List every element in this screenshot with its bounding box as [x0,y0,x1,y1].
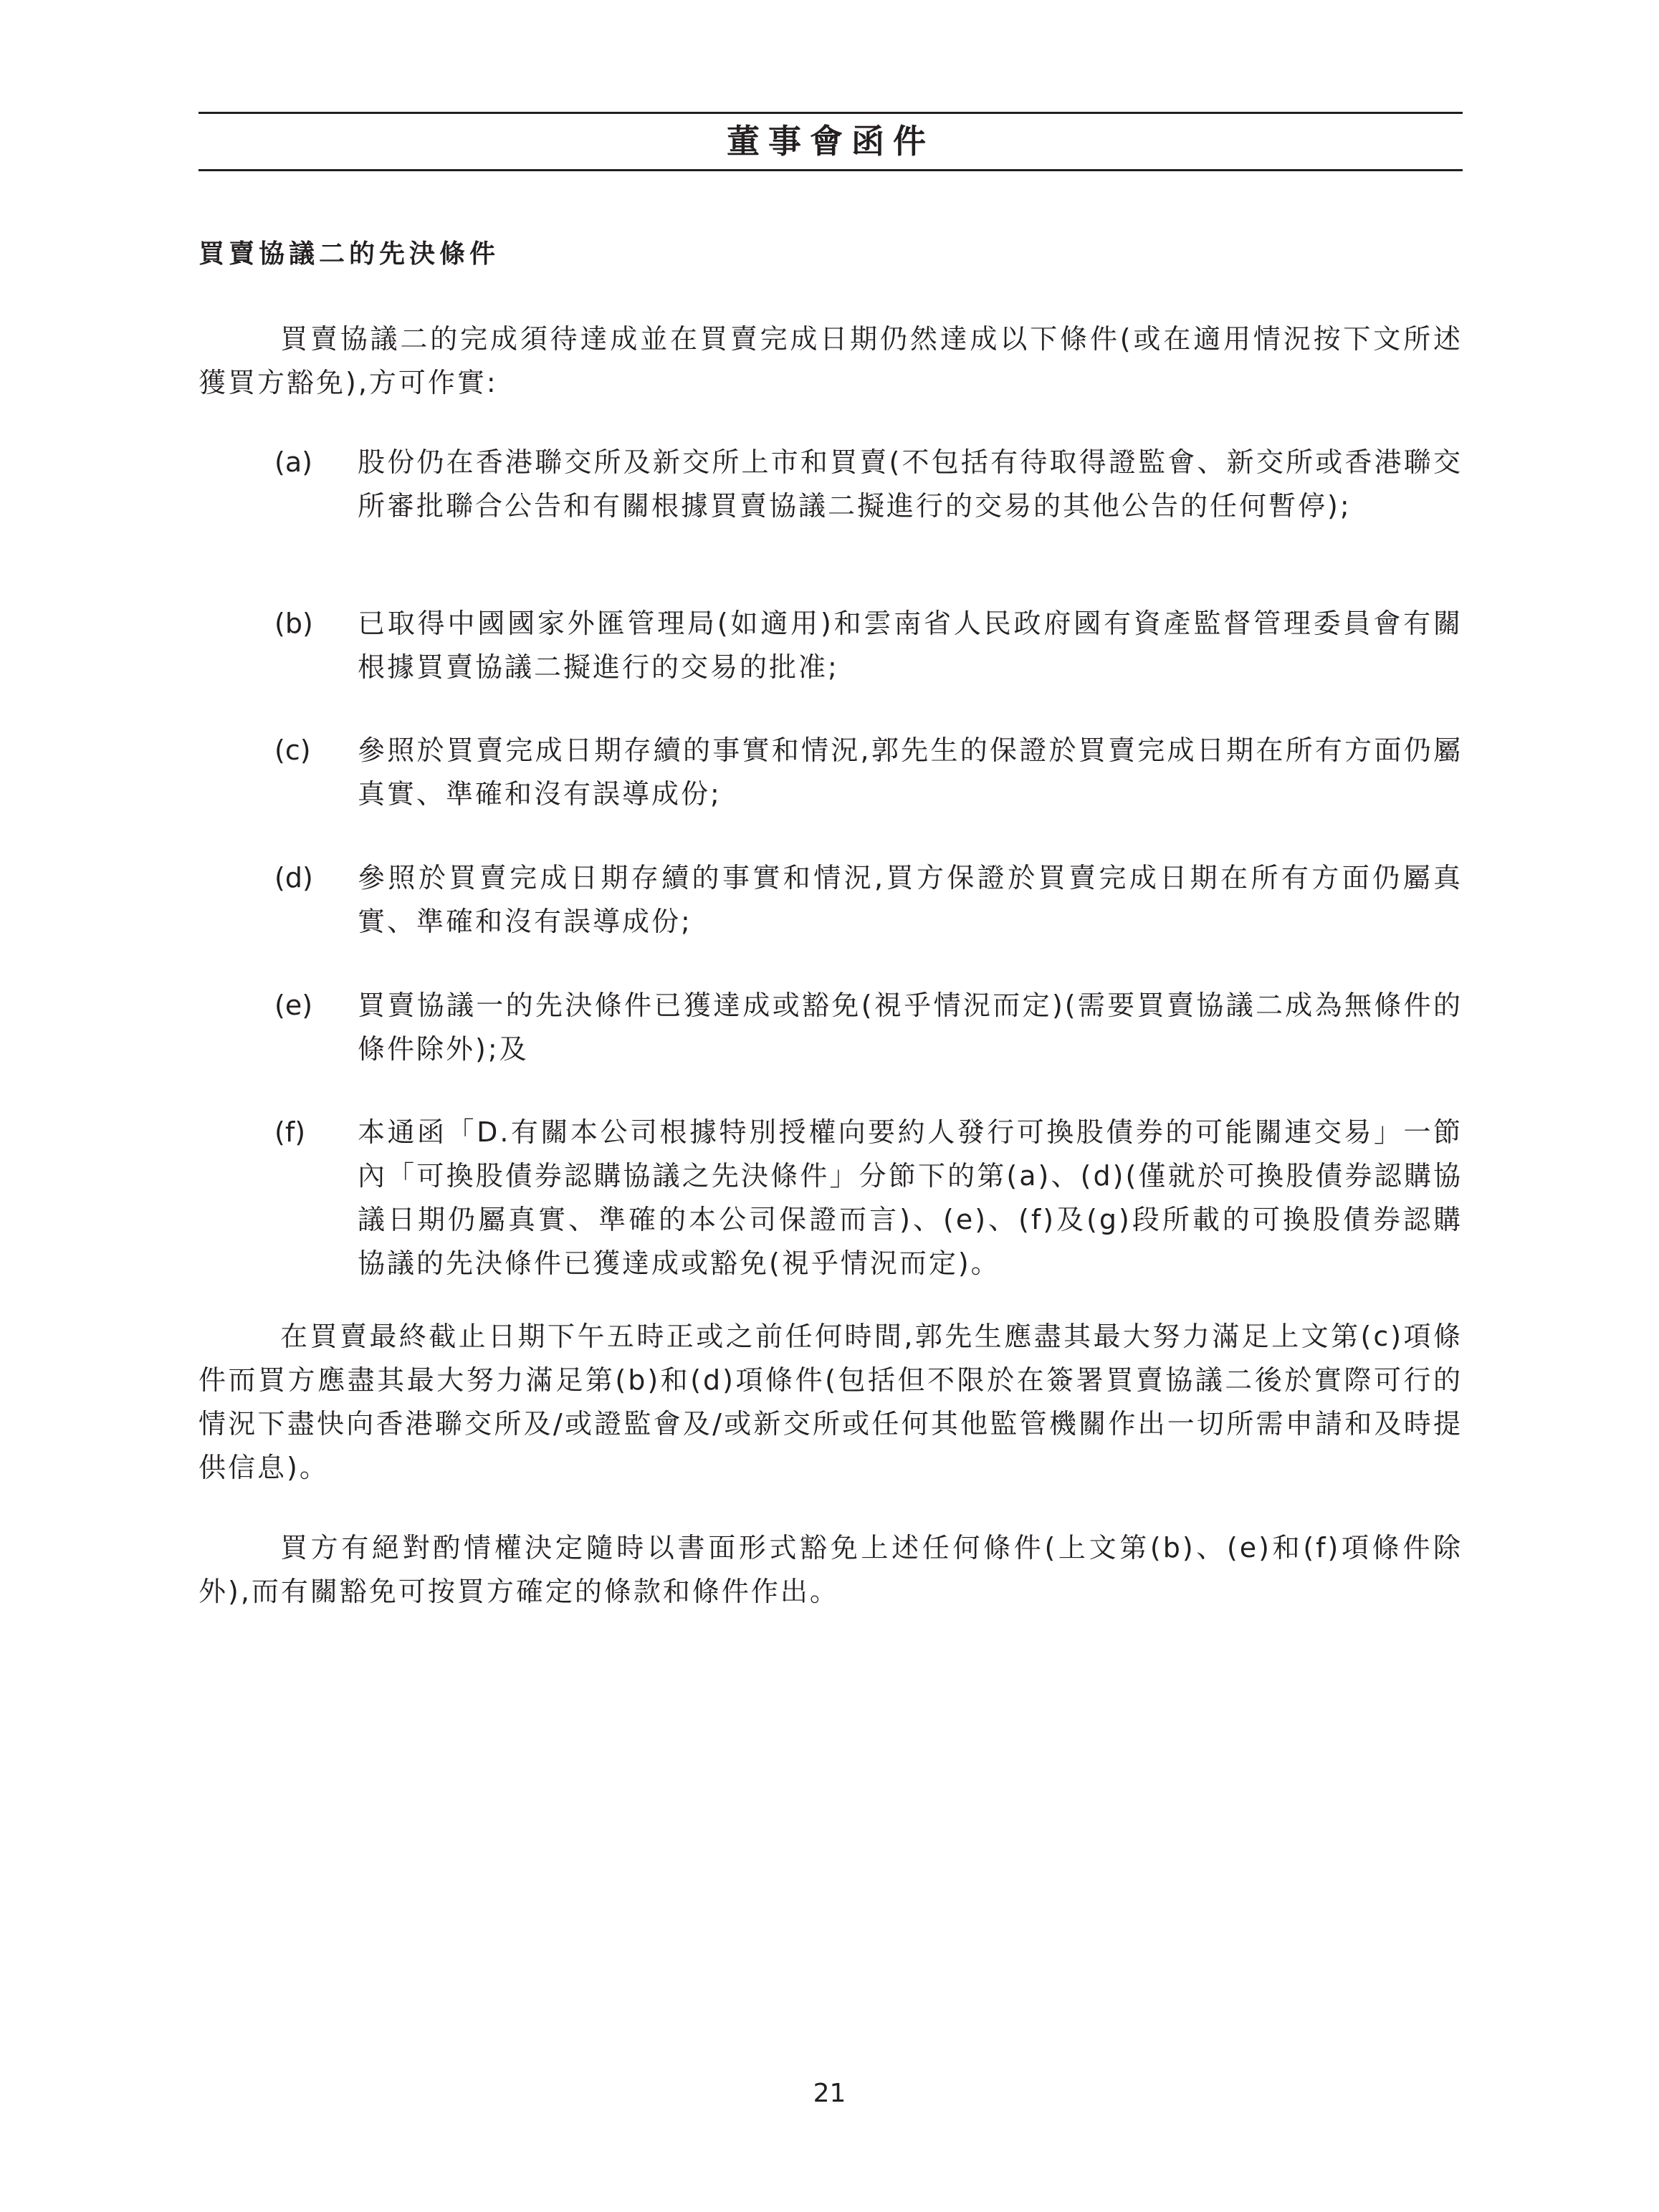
condition-label: (c) [274,734,311,766]
header-top-rule [199,112,1463,114]
header-bottom-rule [199,169,1463,171]
condition-text: 參照於買賣完成日期存續的事實和情況,買方保證於買賣完成日期在所有方面仍屬真實、準確和沒有誤導成份; [358,862,1463,937]
condition-text: 已取得中國國家外匯管理局(如適用)和雲南省人民政府國有資產監督管理委員會有關根據買賣協議二擬進行的交易的批准; [358,608,1463,683]
condition-label: (d) [274,862,313,894]
condition-label: (a) [274,446,312,478]
condition-item-d [199,856,1463,944]
condition-text: 本通函「D.有關本公司根據特別授權向要約人發行可換股債券的可能關連交易」一節內「可換股債券認購協議之先決條件」分節下的第(a)、(d)(僅就於可換股債券認購協議日期仍屬真實、準確的本公司保證而言)、(e)、(f)及(g)段所載的可換股債券認購協議的先決條件已獲達成或豁免(視乎情況而定)。 [358,1116,1463,1279]
condition-item-e [199,984,1463,1071]
section-heading: 買賣協議二的先決條件 [199,239,500,269]
condition-item-f [199,1111,1463,1285]
condition-label: (f) [274,1116,306,1148]
page-title: 董事會函件 [727,122,934,161]
condition-item-a [199,441,1463,528]
condition-text: 參照於買賣完成日期存續的事實和情況,郭先生的保證於買賣完成日期在所有方面仍屬真實、準確和沒有誤導成份; [358,734,1463,810]
condition-item-c [199,729,1463,816]
condition-label: (e) [274,990,313,1021]
condition-label: (b) [274,608,313,639]
intro-paragraph: 買賣協議二的完成須待達成並在買賣完成日期仍然達成以下條件(或在適用情況按下文所述獲買方豁免),方可作實: [199,323,1463,398]
longstop-paragraph: 在買賣最終截止日期下午五時正或之前任何時間,郭先生應盡其最大努力滿足上文第(c)項條件而買方應盡其最大努力滿足第(b)和(d)項條件(包括但不限於在簽署買賣協議二後於實際可行的情況下盡快向香港聯交所及/或證監會及/或新交所或任何其他監管機關作出一切所需申請和及時提供信息)。 [199,1321,1463,1483]
waiver-paragraph: 買方有絕對酌情權決定隨時以書面形式豁免上述任何條件(上文第(b)、(e)和(f)項條件除外),而有關豁免可按買方確定的條款和條件作出。 [199,1532,1463,1607]
page-number: 21 [813,2079,846,2108]
condition-text: 買賣協議一的先決條件已獲達成或豁免(視乎情況而定)(需要買賣協議二成為無條件的條件除外);及 [358,990,1463,1065]
condition-text: 股份仍在香港聯交所及新交所上市和買賣(不包括有待取得證監會、新交所或香港聯交所審批聯合公告和有關根據買賣協議二擬進行的交易的其他公告的任何暫停); [358,446,1463,522]
condition-item-b [199,602,1463,689]
